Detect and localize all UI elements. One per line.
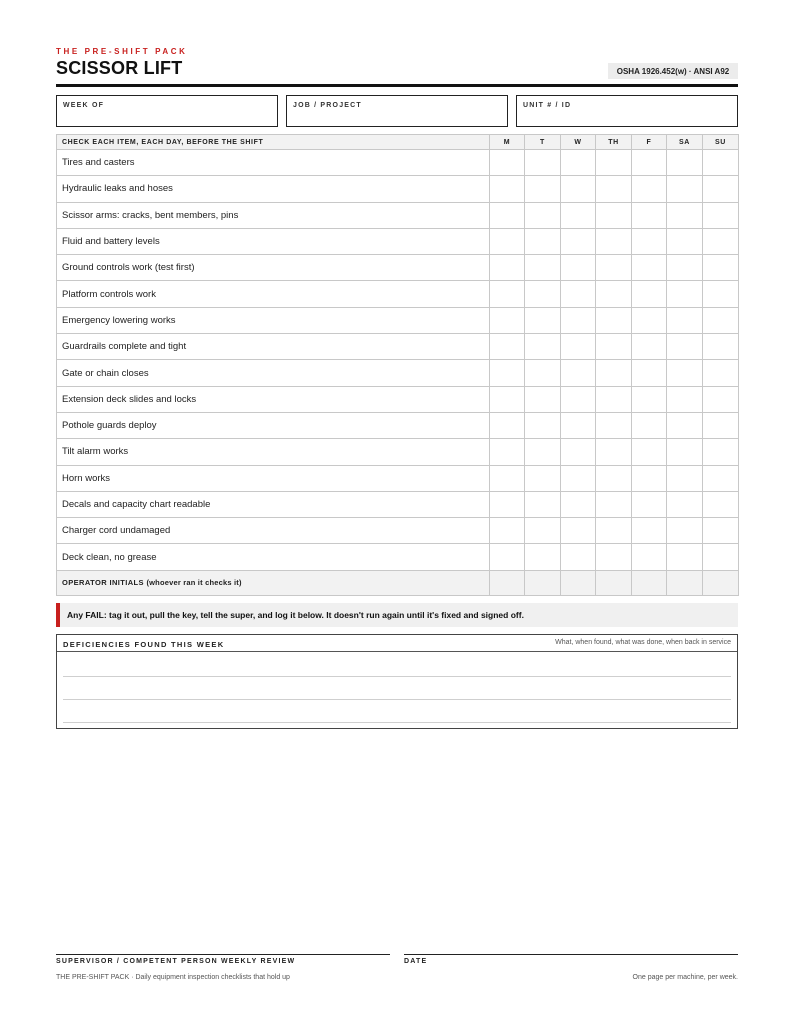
day-header-su: SU: [703, 135, 739, 150]
check-cell-m[interactable]: [490, 334, 525, 360]
check-cell-f[interactable]: [632, 360, 667, 386]
check-cell-w[interactable]: [561, 386, 596, 412]
check-cell-w[interactable]: [561, 281, 596, 307]
notice-accent-bar: [56, 603, 60, 627]
check-cell-w[interactable]: [561, 439, 596, 465]
check-cell-w[interactable]: [561, 255, 596, 281]
check-cell-t[interactable]: [525, 176, 561, 202]
date-label: DATE: [404, 958, 428, 965]
check-cell-m[interactable]: [490, 255, 525, 281]
check-cell-th[interactable]: [596, 491, 632, 517]
initials-subtext: (whoever ran it checks it): [146, 578, 242, 588]
inspection-table: [56, 134, 739, 596]
fail-notice: [56, 603, 738, 627]
check-cell-sa[interactable]: [667, 307, 703, 333]
checklist-row: [57, 412, 739, 438]
check-cell-sa[interactable]: [667, 412, 703, 438]
checklist-item-label: Scissor arms: cracks, bent members, pins: [57, 202, 490, 228]
checklist-row: [57, 176, 739, 202]
day-header-t: T: [525, 135, 561, 150]
check-cell-su[interactable]: [703, 386, 739, 412]
initials-cell-f[interactable]: [632, 570, 667, 595]
day-header-sa: SA: [667, 135, 703, 150]
check-cell-sa[interactable]: [667, 281, 703, 307]
check-cell-sa[interactable]: [667, 386, 703, 412]
check-cell-sa[interactable]: [667, 491, 703, 517]
initials-row: [57, 570, 739, 595]
check-cell-sa[interactable]: [667, 518, 703, 544]
checklist-item-label: Emergency lowering works: [57, 307, 490, 333]
standard-badge: OSHA 1926.452(w) · ANSI A92: [608, 63, 738, 79]
check-cell-su[interactable]: [703, 518, 739, 544]
check-cell-t[interactable]: [525, 281, 561, 307]
checklist-item-label: Pothole guards deploy: [57, 412, 490, 438]
check-cell-w[interactable]: [561, 150, 596, 176]
check-cell-w[interactable]: [561, 228, 596, 254]
check-cell-f[interactable]: [632, 228, 667, 254]
check-cell-m[interactable]: [490, 202, 525, 228]
week-of-label: WEEK OF: [63, 102, 105, 109]
checklist-row: [57, 150, 739, 176]
check-cell-su[interactable]: [703, 360, 739, 386]
check-cell-su[interactable]: [703, 150, 739, 176]
checklist-row: [57, 334, 739, 360]
checklist-item-label: Hydraulic leaks and hoses: [57, 176, 490, 202]
check-cell-su[interactable]: [703, 491, 739, 517]
check-cell-th[interactable]: [596, 334, 632, 360]
check-cell-t[interactable]: [525, 150, 561, 176]
title-divider: [56, 84, 738, 87]
checklist-item-label: Tilt alarm works: [57, 439, 490, 465]
check-cell-th[interactable]: [596, 202, 632, 228]
checklist-row: [57, 228, 739, 254]
check-cell-su[interactable]: [703, 439, 739, 465]
check-cell-f[interactable]: [632, 491, 667, 517]
check-cell-w[interactable]: [561, 518, 596, 544]
page-title: SCISSOR LIFT: [56, 58, 183, 78]
initials-cell-su[interactable]: [703, 570, 739, 595]
check-cell-th[interactable]: [596, 176, 632, 202]
check-cell-f[interactable]: [632, 412, 667, 438]
check-cell-sa[interactable]: [667, 544, 703, 570]
checklist-item-label: Ground controls work (test first): [57, 255, 490, 281]
check-cell-m[interactable]: [490, 544, 525, 570]
check-cell-su[interactable]: [703, 255, 739, 281]
header-fields: [56, 95, 738, 127]
check-cell-w[interactable]: [561, 360, 596, 386]
checklist-row: [57, 386, 739, 412]
check-cell-su[interactable]: [703, 307, 739, 333]
checklist-item-label: Deck clean, no grease: [57, 544, 490, 570]
unit-id-label: UNIT # / ID: [523, 102, 572, 109]
deficiencies-title: DEFICIENCIES FOUND THIS WEEK: [63, 640, 225, 649]
footer-right: One page per machine, per week.: [632, 974, 738, 981]
check-cell-m[interactable]: [490, 281, 525, 307]
check-cell-t[interactable]: [525, 544, 561, 570]
check-cell-f[interactable]: [632, 255, 667, 281]
check-cell-t[interactable]: [525, 334, 561, 360]
day-header-th: TH: [596, 135, 632, 150]
initials-cell-th[interactable]: [596, 570, 632, 595]
check-cell-su[interactable]: [703, 228, 739, 254]
check-cell-su[interactable]: [703, 281, 739, 307]
checklist-item-label: Platform controls work: [57, 281, 490, 307]
check-cell-f[interactable]: [632, 334, 667, 360]
check-cell-w[interactable]: [561, 491, 596, 517]
day-header-f: F: [632, 135, 667, 150]
checklist-row: [57, 439, 739, 465]
initials-label: [57, 570, 490, 595]
check-cell-su[interactable]: [703, 544, 739, 570]
check-cell-m[interactable]: [490, 360, 525, 386]
deficiency-line-1[interactable]: [63, 676, 731, 677]
check-cell-f[interactable]: [632, 465, 667, 491]
checklist-item-label: Gate or chain closes: [57, 360, 490, 386]
supervisor-signature-line[interactable]: [56, 954, 390, 955]
checklist-row: [57, 307, 739, 333]
check-cell-t[interactable]: [525, 518, 561, 544]
check-cell-sa[interactable]: [667, 176, 703, 202]
checklist-page: [56, 0, 738, 1028]
job-project-field[interactable]: [286, 95, 508, 127]
check-cell-t[interactable]: [525, 491, 561, 517]
check-cell-su[interactable]: [703, 412, 739, 438]
check-cell-m[interactable]: [490, 412, 525, 438]
check-cell-sa[interactable]: [667, 255, 703, 281]
check-cell-f[interactable]: [632, 544, 667, 570]
check-cell-su[interactable]: [703, 334, 739, 360]
checklist-row: [57, 202, 739, 228]
check-cell-th[interactable]: [596, 228, 632, 254]
deficiencies-header: [57, 635, 737, 652]
check-cell-f[interactable]: [632, 176, 667, 202]
check-cell-th[interactable]: [596, 412, 632, 438]
check-cell-w[interactable]: [561, 307, 596, 333]
check-cell-m[interactable]: [490, 491, 525, 517]
check-cell-t[interactable]: [525, 202, 561, 228]
check-cell-sa[interactable]: [667, 334, 703, 360]
check-cell-th[interactable]: [596, 386, 632, 412]
checklist-row: [57, 544, 739, 570]
date-signature-line[interactable]: [404, 954, 738, 955]
check-cell-su[interactable]: [703, 176, 739, 202]
checklist-row: [57, 360, 739, 386]
check-cell-t[interactable]: [525, 465, 561, 491]
check-cell-sa[interactable]: [667, 202, 703, 228]
deficiency-line-2[interactable]: [63, 699, 731, 700]
initials-cell-t[interactable]: [525, 570, 561, 595]
job-project-label: JOB / PROJECT: [293, 102, 362, 109]
check-cell-sa[interactable]: [667, 465, 703, 491]
check-cell-th[interactable]: [596, 150, 632, 176]
week-of-field[interactable]: [56, 95, 278, 127]
checklist-row: [57, 465, 739, 491]
check-cell-m[interactable]: [490, 176, 525, 202]
check-cell-t[interactable]: [525, 386, 561, 412]
check-cell-f[interactable]: [632, 386, 667, 412]
check-cell-f[interactable]: [632, 150, 667, 176]
check-cell-th[interactable]: [596, 307, 632, 333]
unit-id-field[interactable]: [516, 95, 738, 127]
check-cell-t[interactable]: [525, 255, 561, 281]
check-cell-t[interactable]: [525, 360, 561, 386]
check-cell-sa[interactable]: [667, 360, 703, 386]
check-cell-w[interactable]: [561, 202, 596, 228]
check-cell-th[interactable]: [596, 518, 632, 544]
check-cell-w[interactable]: [561, 176, 596, 202]
check-cell-th[interactable]: [596, 465, 632, 491]
check-cell-t[interactable]: [525, 228, 561, 254]
deficiency-line-3[interactable]: [63, 722, 731, 723]
deficiencies-hint: What, when found, what was done, when back in service: [555, 639, 731, 646]
table-header-row: [57, 135, 739, 150]
check-cell-th[interactable]: [596, 544, 632, 570]
check-cell-sa[interactable]: [667, 439, 703, 465]
check-cell-th[interactable]: [596, 360, 632, 386]
checklist-item-label: Tires and casters: [57, 150, 490, 176]
check-cell-th[interactable]: [596, 439, 632, 465]
check-cell-m[interactable]: [490, 439, 525, 465]
check-cell-w[interactable]: [561, 412, 596, 438]
check-cell-m[interactable]: [490, 386, 525, 412]
checklist-item-label: Extension deck slides and locks: [57, 386, 490, 412]
check-cell-w[interactable]: [561, 465, 596, 491]
check-cell-th[interactable]: [596, 281, 632, 307]
check-cell-t[interactable]: [525, 412, 561, 438]
brand-name: THE PRE-SHIFT PACK: [56, 47, 188, 56]
check-cell-f[interactable]: [632, 307, 667, 333]
day-header-m: M: [490, 135, 525, 150]
check-cell-f[interactable]: [632, 518, 667, 544]
check-cell-th[interactable]: [596, 255, 632, 281]
initials-label-text: OPERATOR INITIALS: [62, 578, 144, 588]
check-cell-m[interactable]: [490, 228, 525, 254]
checklist-row: [57, 281, 739, 307]
checklist-header: CHECK EACH ITEM, EACH DAY, BEFORE THE SHIFT: [57, 135, 490, 150]
checklist-item-label: Guardrails complete and tight: [57, 334, 490, 360]
initials-cell-w[interactable]: [561, 570, 596, 595]
checklist-row: [57, 255, 739, 281]
check-cell-su[interactable]: [703, 465, 739, 491]
check-cell-m[interactable]: [490, 518, 525, 544]
notice-text: Any FAIL: tag it out, pull the key, tell the super, and log it below. It doesn't run again until it's fixed and signed off.: [67, 610, 524, 620]
check-cell-m[interactable]: [490, 150, 525, 176]
checklist-item-label: Fluid and battery levels: [57, 228, 490, 254]
checklist-body: [57, 150, 739, 596]
check-cell-f[interactable]: [632, 202, 667, 228]
checklist-item-label: Charger cord undamaged: [57, 518, 490, 544]
checklist-item-label: Decals and capacity chart readable: [57, 491, 490, 517]
checklist-row: [57, 491, 739, 517]
check-cell-m[interactable]: [490, 307, 525, 333]
checklist-item-label: Horn works: [57, 465, 490, 491]
check-cell-sa[interactable]: [667, 150, 703, 176]
check-cell-sa[interactable]: [667, 228, 703, 254]
check-cell-w[interactable]: [561, 334, 596, 360]
check-cell-t[interactable]: [525, 307, 561, 333]
check-cell-su[interactable]: [703, 202, 739, 228]
initials-cell-m[interactable]: [490, 570, 525, 595]
supervisor-signature-label: SUPERVISOR / COMPETENT PERSON WEEKLY REVIEW: [56, 958, 296, 965]
check-cell-m[interactable]: [490, 465, 525, 491]
check-cell-t[interactable]: [525, 439, 561, 465]
check-cell-f[interactable]: [632, 281, 667, 307]
initials-cell-sa[interactable]: [667, 570, 703, 595]
day-header-w: W: [561, 135, 596, 150]
deficiencies-box[interactable]: [56, 634, 738, 729]
footer-left: THE PRE-SHIFT PACK · Daily equipment inspection checklists that hold up: [56, 974, 290, 981]
check-cell-w[interactable]: [561, 544, 596, 570]
checklist-row: [57, 518, 739, 544]
check-cell-f[interactable]: [632, 439, 667, 465]
